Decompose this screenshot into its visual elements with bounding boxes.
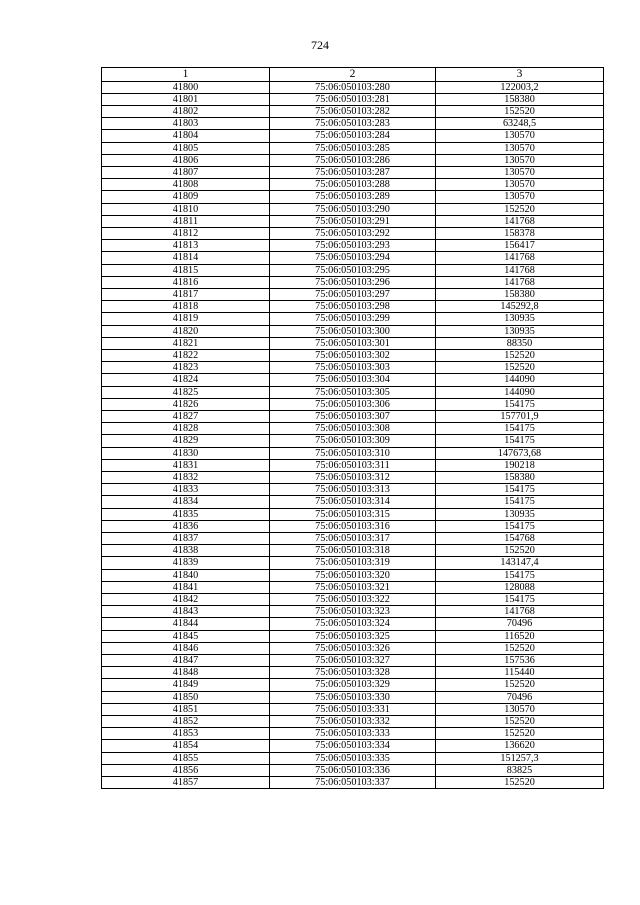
table-row xyxy=(102,215,604,227)
cadastral-number-cell: 75:06:050103:303 xyxy=(270,362,436,374)
cadastral-number-cell: 75:06:050103:323 xyxy=(270,606,436,618)
table-row xyxy=(102,191,604,203)
row-number-cell: 41817 xyxy=(102,288,270,300)
table-row xyxy=(102,142,604,154)
row-number-cell: 41819 xyxy=(102,313,270,325)
table-row xyxy=(102,472,604,484)
cadastral-number-cell: 75:06:050103:287 xyxy=(270,166,436,178)
value-cell: 154175 xyxy=(436,569,604,581)
row-number-cell: 41838 xyxy=(102,545,270,557)
cadastral-number-cell: 75:06:050103:288 xyxy=(270,179,436,191)
table-row xyxy=(102,545,604,557)
cadastral-number-cell: 75:06:050103:283 xyxy=(270,118,436,130)
table-row xyxy=(102,93,604,105)
value-cell: 141768 xyxy=(436,276,604,288)
table-body xyxy=(102,81,604,789)
value-cell: 115440 xyxy=(436,667,604,679)
cadastral-number-cell: 75:06:050103:285 xyxy=(270,142,436,154)
cadastral-number-cell: 75:06:050103:320 xyxy=(270,569,436,581)
row-number-cell: 41829 xyxy=(102,435,270,447)
row-number-cell: 41807 xyxy=(102,166,270,178)
row-number-cell: 41805 xyxy=(102,142,270,154)
value-cell: 141768 xyxy=(436,606,604,618)
table-row xyxy=(102,203,604,215)
row-number-cell: 41802 xyxy=(102,105,270,117)
row-number-cell: 41837 xyxy=(102,533,270,545)
value-cell: 63248,5 xyxy=(436,118,604,130)
table-row xyxy=(102,81,604,93)
table-row xyxy=(102,606,604,618)
row-number-cell: 41843 xyxy=(102,606,270,618)
value-cell: 70496 xyxy=(436,618,604,630)
column-header-3: 3 xyxy=(436,68,604,82)
table-row xyxy=(102,496,604,508)
value-cell: 158380 xyxy=(436,472,604,484)
row-number-cell: 41824 xyxy=(102,374,270,386)
page-number: 724 xyxy=(311,38,329,52)
table-row xyxy=(102,594,604,606)
value-cell: 128088 xyxy=(436,581,604,593)
row-number-cell: 41830 xyxy=(102,447,270,459)
value-cell: 122003,2 xyxy=(436,81,604,93)
row-number-cell: 41855 xyxy=(102,752,270,764)
table-row xyxy=(102,716,604,728)
value-cell: 130570 xyxy=(436,142,604,154)
table-row xyxy=(102,703,604,715)
table-row xyxy=(102,386,604,398)
value-cell: 152520 xyxy=(436,642,604,654)
table-row xyxy=(102,227,604,239)
cadastral-number-cell: 75:06:050103:307 xyxy=(270,410,436,422)
table-row xyxy=(102,288,604,300)
row-number-cell: 41857 xyxy=(102,777,270,789)
cadastral-number-cell: 75:06:050103:297 xyxy=(270,288,436,300)
cadastral-number-cell: 75:06:050103:298 xyxy=(270,301,436,313)
value-cell: 144090 xyxy=(436,386,604,398)
row-number-cell: 41842 xyxy=(102,594,270,606)
table-row xyxy=(102,520,604,532)
column-header-2: 2 xyxy=(270,68,436,82)
cadastral-number-cell: 75:06:050103:314 xyxy=(270,496,436,508)
table-row xyxy=(102,508,604,520)
table-header xyxy=(102,68,604,82)
cadastral-value-table xyxy=(101,67,604,789)
table-row xyxy=(102,435,604,447)
value-cell: 70496 xyxy=(436,691,604,703)
row-number-cell: 41835 xyxy=(102,508,270,520)
cadastral-number-cell: 75:06:050103:295 xyxy=(270,264,436,276)
table-row xyxy=(102,533,604,545)
row-number-cell: 41800 xyxy=(102,81,270,93)
row-number-cell: 41834 xyxy=(102,496,270,508)
value-cell: 141768 xyxy=(436,215,604,227)
value-cell: 152520 xyxy=(436,679,604,691)
cadastral-number-cell: 75:06:050103:300 xyxy=(270,325,436,337)
value-cell: 157701,9 xyxy=(436,410,604,422)
table-row xyxy=(102,667,604,679)
row-number-cell: 41811 xyxy=(102,215,270,227)
value-cell: 154175 xyxy=(436,496,604,508)
value-cell: 136620 xyxy=(436,740,604,752)
value-cell: 130570 xyxy=(436,154,604,166)
value-cell: 154175 xyxy=(436,435,604,447)
cadastral-number-cell: 75:06:050103:332 xyxy=(270,716,436,728)
row-number-cell: 41823 xyxy=(102,362,270,374)
cadastral-number-cell: 75:06:050103:317 xyxy=(270,533,436,545)
row-number-cell: 41804 xyxy=(102,130,270,142)
cadastral-number-cell: 75:06:050103:326 xyxy=(270,642,436,654)
table-row xyxy=(102,764,604,776)
row-number-cell: 41851 xyxy=(102,703,270,715)
value-cell: 152520 xyxy=(436,362,604,374)
row-number-cell: 41832 xyxy=(102,472,270,484)
cadastral-number-cell: 75:06:050103:322 xyxy=(270,594,436,606)
table-row xyxy=(102,752,604,764)
row-number-cell: 41803 xyxy=(102,118,270,130)
table-row xyxy=(102,569,604,581)
value-cell: 154175 xyxy=(436,398,604,410)
value-cell: 154175 xyxy=(436,484,604,496)
cadastral-number-cell: 75:06:050103:316 xyxy=(270,520,436,532)
row-number-cell: 41845 xyxy=(102,630,270,642)
cadastral-number-cell: 75:06:050103:293 xyxy=(270,240,436,252)
table-row xyxy=(102,447,604,459)
value-cell: 152520 xyxy=(436,105,604,117)
value-cell: 130570 xyxy=(436,166,604,178)
cadastral-number-cell: 75:06:050103:301 xyxy=(270,337,436,349)
cadastral-number-cell: 75:06:050103:337 xyxy=(270,777,436,789)
row-number-cell: 41848 xyxy=(102,667,270,679)
row-number-cell: 41840 xyxy=(102,569,270,581)
row-number-cell: 41850 xyxy=(102,691,270,703)
value-cell: 130570 xyxy=(436,130,604,142)
row-number-cell: 41827 xyxy=(102,410,270,422)
cadastral-number-cell: 75:06:050103:291 xyxy=(270,215,436,227)
value-cell: 130570 xyxy=(436,703,604,715)
table-row xyxy=(102,557,604,569)
row-number-cell: 41812 xyxy=(102,227,270,239)
value-cell: 151257,3 xyxy=(436,752,604,764)
cadastral-number-cell: 75:06:050103:296 xyxy=(270,276,436,288)
table-row xyxy=(102,179,604,191)
table-row xyxy=(102,630,604,642)
cadastral-number-cell: 75:06:050103:305 xyxy=(270,386,436,398)
table-row xyxy=(102,484,604,496)
table-row xyxy=(102,276,604,288)
value-cell: 158378 xyxy=(436,227,604,239)
value-cell: 130935 xyxy=(436,325,604,337)
cadastral-number-cell: 75:06:050103:331 xyxy=(270,703,436,715)
cadastral-number-cell: 75:06:050103:284 xyxy=(270,130,436,142)
value-cell: 88350 xyxy=(436,337,604,349)
value-cell: 152520 xyxy=(436,545,604,557)
cadastral-number-cell: 75:06:050103:330 xyxy=(270,691,436,703)
value-cell: 156417 xyxy=(436,240,604,252)
cadastral-number-cell: 75:06:050103:315 xyxy=(270,508,436,520)
value-cell: 143147,4 xyxy=(436,557,604,569)
cadastral-number-cell: 75:06:050103:280 xyxy=(270,81,436,93)
table-row xyxy=(102,313,604,325)
cadastral-number-cell: 75:06:050103:309 xyxy=(270,435,436,447)
row-number-cell: 41849 xyxy=(102,679,270,691)
row-number-cell: 41810 xyxy=(102,203,270,215)
row-number-cell: 41822 xyxy=(102,349,270,361)
cadastral-number-cell: 75:06:050103:292 xyxy=(270,227,436,239)
table-row xyxy=(102,777,604,789)
cadastral-number-cell: 75:06:050103:306 xyxy=(270,398,436,410)
value-cell: 158380 xyxy=(436,93,604,105)
row-number-cell: 41814 xyxy=(102,252,270,264)
cadastral-number-cell: 75:06:050103:312 xyxy=(270,472,436,484)
row-number-cell: 41839 xyxy=(102,557,270,569)
row-number-cell: 41821 xyxy=(102,337,270,349)
table-row xyxy=(102,459,604,471)
row-number-cell: 41808 xyxy=(102,179,270,191)
cadastral-number-cell: 75:06:050103:310 xyxy=(270,447,436,459)
row-number-cell: 41847 xyxy=(102,655,270,667)
value-cell: 144090 xyxy=(436,374,604,386)
value-cell: 130935 xyxy=(436,508,604,520)
cadastral-number-cell: 75:06:050103:308 xyxy=(270,423,436,435)
row-number-cell: 41856 xyxy=(102,764,270,776)
table-row xyxy=(102,337,604,349)
row-number-cell: 41846 xyxy=(102,642,270,654)
table-row xyxy=(102,691,604,703)
table-row xyxy=(102,642,604,654)
row-number-cell: 41854 xyxy=(102,740,270,752)
cadastral-number-cell: 75:06:050103:294 xyxy=(270,252,436,264)
table-row xyxy=(102,105,604,117)
cadastral-number-cell: 75:06:050103:324 xyxy=(270,618,436,630)
header-row xyxy=(102,68,604,82)
table-row xyxy=(102,740,604,752)
cadastral-number-cell: 75:06:050103:304 xyxy=(270,374,436,386)
cadastral-number-cell: 75:06:050103:302 xyxy=(270,349,436,361)
cadastral-number-cell: 75:06:050103:318 xyxy=(270,545,436,557)
value-cell: 141768 xyxy=(436,252,604,264)
table-row xyxy=(102,374,604,386)
value-cell: 152520 xyxy=(436,203,604,215)
cadastral-number-cell: 75:06:050103:328 xyxy=(270,667,436,679)
table-row xyxy=(102,349,604,361)
row-number-cell: 41853 xyxy=(102,728,270,740)
cadastral-number-cell: 75:06:050103:299 xyxy=(270,313,436,325)
table-row xyxy=(102,362,604,374)
row-number-cell: 41825 xyxy=(102,386,270,398)
cadastral-number-cell: 75:06:050103:286 xyxy=(270,154,436,166)
table-row xyxy=(102,728,604,740)
table-row xyxy=(102,679,604,691)
value-cell: 145292,8 xyxy=(436,301,604,313)
row-number-cell: 41806 xyxy=(102,154,270,166)
cadastral-number-cell: 75:06:050103:281 xyxy=(270,93,436,105)
cadastral-number-cell: 75:06:050103:289 xyxy=(270,191,436,203)
value-cell: 130570 xyxy=(436,179,604,191)
row-number-cell: 41836 xyxy=(102,520,270,532)
value-cell: 152520 xyxy=(436,777,604,789)
cadastral-number-cell: 75:06:050103:333 xyxy=(270,728,436,740)
value-cell: 141768 xyxy=(436,264,604,276)
cadastral-number-cell: 75:06:050103:336 xyxy=(270,764,436,776)
cadastral-number-cell: 75:06:050103:335 xyxy=(270,752,436,764)
table-row xyxy=(102,655,604,667)
table-row xyxy=(102,301,604,313)
table-row xyxy=(102,325,604,337)
table-row xyxy=(102,581,604,593)
table-row xyxy=(102,252,604,264)
cadastral-number-cell: 75:06:050103:282 xyxy=(270,105,436,117)
table-row xyxy=(102,240,604,252)
table-row xyxy=(102,154,604,166)
cadastral-number-cell: 75:06:050103:334 xyxy=(270,740,436,752)
row-number-cell: 41833 xyxy=(102,484,270,496)
cadastral-number-cell: 75:06:050103:329 xyxy=(270,679,436,691)
value-cell: 154768 xyxy=(436,533,604,545)
cadastral-number-cell: 75:06:050103:290 xyxy=(270,203,436,215)
value-cell: 152520 xyxy=(436,716,604,728)
cadastral-number-cell: 75:06:050103:311 xyxy=(270,459,436,471)
value-cell: 154175 xyxy=(436,594,604,606)
cadastral-number-cell: 75:06:050103:327 xyxy=(270,655,436,667)
row-number-cell: 41815 xyxy=(102,264,270,276)
column-header-1: 1 xyxy=(102,68,270,82)
table-row xyxy=(102,423,604,435)
table-row xyxy=(102,118,604,130)
value-cell: 83825 xyxy=(436,764,604,776)
table-row xyxy=(102,398,604,410)
value-cell: 157536 xyxy=(436,655,604,667)
row-number-cell: 41828 xyxy=(102,423,270,435)
row-number-cell: 41809 xyxy=(102,191,270,203)
row-number-cell: 41841 xyxy=(102,581,270,593)
table-row xyxy=(102,618,604,630)
value-cell: 147673,68 xyxy=(436,447,604,459)
row-number-cell: 41820 xyxy=(102,325,270,337)
row-number-cell: 41852 xyxy=(102,716,270,728)
value-cell: 130935 xyxy=(436,313,604,325)
table-row xyxy=(102,130,604,142)
table-row xyxy=(102,264,604,276)
table-row xyxy=(102,166,604,178)
value-cell: 154175 xyxy=(436,423,604,435)
cadastral-number-cell: 75:06:050103:319 xyxy=(270,557,436,569)
value-cell: 116520 xyxy=(436,630,604,642)
row-number-cell: 41813 xyxy=(102,240,270,252)
row-number-cell: 41831 xyxy=(102,459,270,471)
value-cell: 190218 xyxy=(436,459,604,471)
cadastral-number-cell: 75:06:050103:325 xyxy=(270,630,436,642)
value-cell: 158380 xyxy=(436,288,604,300)
table-row xyxy=(102,410,604,422)
row-number-cell: 41801 xyxy=(102,93,270,105)
value-cell: 152520 xyxy=(436,728,604,740)
value-cell: 152520 xyxy=(436,349,604,361)
cadastral-number-cell: 75:06:050103:321 xyxy=(270,581,436,593)
row-number-cell: 41816 xyxy=(102,276,270,288)
row-number-cell: 41844 xyxy=(102,618,270,630)
value-cell: 154175 xyxy=(436,520,604,532)
row-number-cell: 41818 xyxy=(102,301,270,313)
value-cell: 130570 xyxy=(436,191,604,203)
cadastral-number-cell: 75:06:050103:313 xyxy=(270,484,436,496)
row-number-cell: 41826 xyxy=(102,398,270,410)
